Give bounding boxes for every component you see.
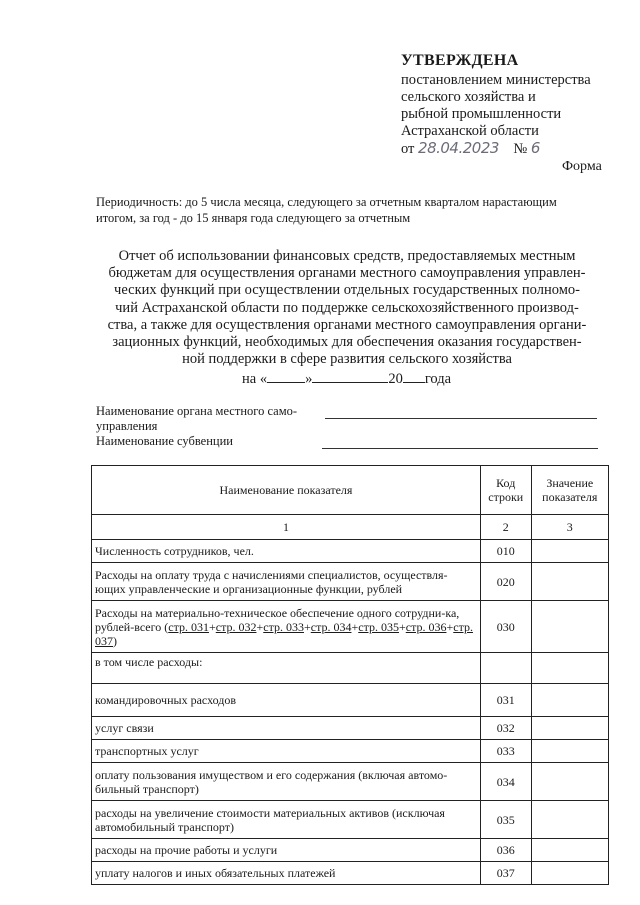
form-label: Форма (562, 159, 602, 174)
row-code: 030 (480, 601, 531, 653)
row-value-cell[interactable] (531, 839, 608, 862)
report-title-line: ческих функций при осуществлении отдельных государственных полномо- (114, 282, 580, 299)
from-prefix: от (401, 141, 415, 157)
column-number-row (92, 515, 609, 540)
row-name: расходы на увеличение стоимости материальных активов (исключая автомобильный транспорт) (92, 801, 481, 839)
table-row (92, 801, 609, 839)
ref-sep: + (351, 619, 359, 634)
header-name: Наименование показателя (92, 466, 481, 515)
year-blank[interactable] (403, 368, 425, 383)
row-name: услуг связи (92, 717, 481, 740)
ref-sep: + (446, 619, 454, 634)
approval-line: Астраханской области (401, 123, 539, 139)
row-name: расходы на прочие работы и услуги (92, 839, 481, 862)
report-title-line: ной поддержки в сфере развития сельского хозяйства (182, 351, 512, 368)
row-code: 020 (480, 563, 531, 601)
table-row (92, 862, 609, 885)
header-code: Код строки (480, 466, 531, 515)
table-row (92, 763, 609, 801)
table-row (92, 839, 609, 862)
row-ref: стр. 033 (263, 619, 304, 634)
table-row (92, 717, 609, 740)
org-name-label-line: Наименование органа местного само- (96, 404, 298, 418)
row-code: 035 (480, 801, 531, 839)
periodicity-note: Периодичность: до 5 числа месяца, следующего за отчетным кварталом нарастающим итогом, за год - до 15 января года следующего за отчетным (96, 195, 557, 225)
row-code: 037 (480, 862, 531, 885)
org-name-fill-line[interactable] (325, 418, 597, 419)
row-ref: стр. 032 (215, 619, 257, 634)
date-prefix: на « (242, 371, 268, 387)
row-ref: стр. 034 (310, 619, 352, 634)
row-value-cell[interactable] (531, 740, 608, 763)
report-title-line: ства, а также для осуществления органами местного самоуправления органи- (107, 316, 587, 333)
table-row (92, 684, 609, 717)
row-name: Расходы на оплату труда с начислениями специалистов, осуществля-ющих управленческие и организационные функции, рублей (92, 563, 481, 601)
ref-sep: + (208, 619, 216, 634)
row-code: 032 (480, 717, 531, 740)
row-name: оплату пользования имуществом и его содержания (включая автомо-бильный транспорт) (92, 763, 481, 801)
row-name-suffix: ) (113, 633, 117, 648)
row-value-cell[interactable] (531, 684, 608, 717)
row-value-cell[interactable] (531, 862, 608, 885)
row-name: уплату налогов и иных обязательных платежей (92, 862, 481, 885)
row-value-cell[interactable] (531, 763, 608, 801)
ref-sep: + (398, 619, 406, 634)
report-title-line: зационных функций, необходимых для обеспечения оказания государствен- (112, 334, 582, 351)
row-value-cell[interactable] (531, 563, 608, 601)
row-ref: стр. 031 (168, 619, 209, 634)
row-name: в том числе расходы: (92, 653, 481, 684)
handwritten-number: 6 (530, 139, 540, 157)
row-name-prefix: Расходы на материально-техническое обеспечение одного сотрудни-ка, рублей-всего ( (95, 605, 460, 634)
row-name: командировочных расходов (92, 684, 481, 717)
number-prefix: № (513, 141, 528, 157)
table-header-row (92, 466, 609, 515)
row-name: транспортных услуг (92, 740, 481, 763)
column-number: 1 (92, 515, 481, 540)
day-blank[interactable] (267, 368, 305, 383)
row-ref: стр. 035 (358, 619, 399, 634)
approval-line: постановлением министерства (401, 72, 591, 88)
year-suffix: года (424, 371, 452, 387)
month-blank[interactable] (312, 368, 388, 383)
indicators-table (91, 465, 609, 885)
report-title-line: чий Астраханской области по поддержке сельскохозяйственного производ- (115, 299, 579, 316)
table-row (92, 653, 609, 684)
table-row (92, 563, 609, 601)
year-prefix: 20 (388, 371, 403, 387)
org-name-label (96, 404, 297, 434)
row-code: 010 (480, 540, 531, 563)
subsidy-name-fill-line[interactable] (322, 448, 598, 449)
row-code: 033 (480, 740, 531, 763)
row-ref: стр. 036 (405, 619, 447, 634)
row-value-cell[interactable] (531, 540, 608, 563)
table-row (92, 601, 609, 653)
column-number: 2 (480, 515, 531, 540)
row-name (92, 601, 481, 653)
report-title-line: бюджетам для осуществления органами местного самоуправления управлен- (108, 265, 586, 282)
org-name-label-line: управления (96, 419, 158, 433)
ref-sep: + (303, 619, 311, 634)
approval-line: рыбной промышленности (401, 106, 562, 122)
report-title (94, 248, 600, 368)
table-row (92, 540, 609, 563)
handwritten-date: 28.04.2023 (418, 139, 499, 157)
row-value-cell[interactable] (531, 801, 608, 839)
column-number: 3 (531, 515, 608, 540)
report-title-line: Отчет об использовании финансовых средств, предоставляемых местным (118, 248, 576, 264)
approval-date-line (401, 140, 626, 158)
row-value-cell[interactable] (531, 717, 608, 740)
row-name: Численность сотрудников, чел. (92, 540, 481, 563)
row-ref: стр. 037 (95, 619, 473, 648)
approval-line: сельского хозяйства и (401, 89, 536, 105)
date-quote-close: » (305, 371, 313, 387)
header-value: Значение показателя (531, 466, 608, 515)
row-code: 036 (480, 839, 531, 862)
subsidy-name-label: Наименование субвенции (96, 434, 233, 448)
approval-title: УТВЕРЖДЕНА (401, 52, 519, 69)
ref-sep: + (256, 619, 264, 634)
report-date-line (242, 368, 451, 388)
approval-block (401, 52, 626, 158)
row-code (480, 653, 531, 684)
row-value-cell[interactable] (531, 653, 608, 684)
table-row (92, 740, 609, 763)
row-code: 034 (480, 763, 531, 801)
row-value-cell[interactable] (531, 601, 608, 653)
row-code: 031 (480, 684, 531, 717)
